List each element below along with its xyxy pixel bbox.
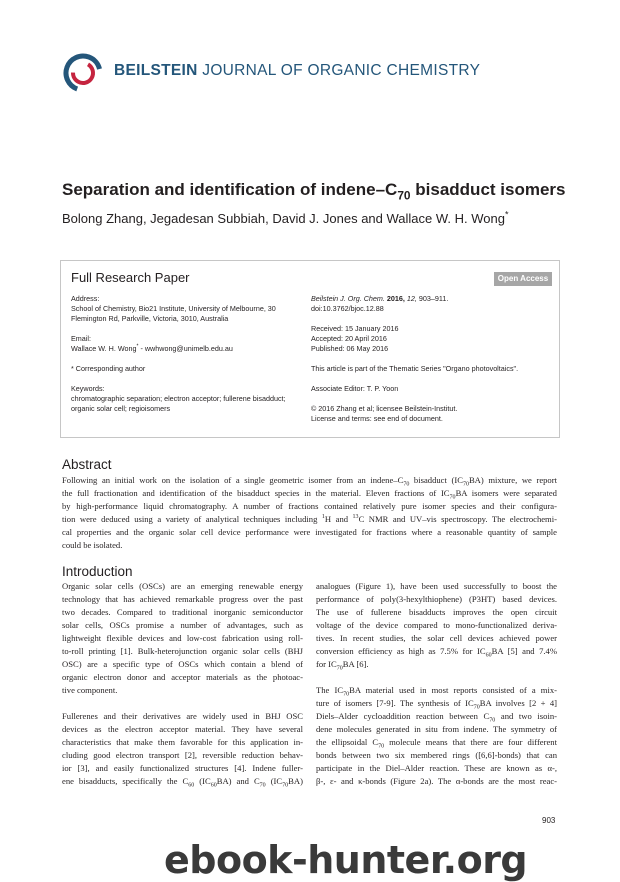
intro-line: voltage of the device compared to mono-functionalized deriva- <box>316 620 557 630</box>
intro-line: analogues (Figure 1), have been used successfully to boost the <box>316 581 557 591</box>
page-number: 903 <box>542 816 556 825</box>
watermark: ebook-hunter.org <box>164 838 528 882</box>
title-subscript: 70 <box>397 188 411 203</box>
article-title <box>62 180 566 203</box>
article-type: Full Research Paper <box>71 270 190 285</box>
info-left-column <box>71 294 286 414</box>
title-text: Separation and identification of indene–C <box>62 180 398 199</box>
intro-line: participate in the Diel–Alder reaction. These are known as α-, <box>316 763 557 773</box>
corresponding-mark: * <box>504 209 509 220</box>
title-text-end: bisadduct isomers <box>410 180 566 199</box>
intro-line: organic electron donor and acceptor materials as the photoac- <box>62 672 303 682</box>
intro-line: The use of fullerene bisadducts improves the open circuit <box>316 607 557 617</box>
accepted-date: Accepted: 20 April 2016 <box>311 334 387 343</box>
citation-year: 2016, <box>386 294 405 303</box>
corresponding-author-note: * Corresponding author <box>71 364 146 373</box>
intro-line: to-roll printing [1]. Bulk-heterojunction organic solar cells (BHJ <box>62 646 303 656</box>
intro-line: two decades. Compared to traditional inorganic semiconductor <box>62 607 303 617</box>
intro-column-1 <box>62 580 303 788</box>
intro-line: dene molecules generated in situ from indene. The symmetry of <box>316 724 557 734</box>
address-line-2: Flemington Rd, Parkville, Victoria, 3010, Australia <box>71 314 229 323</box>
keywords-line-1: chromatographic separation; electron acceptor; fullerene bisadduct; <box>71 394 286 403</box>
intro-line: ene bisadducts, specifically the $C_{60}$ $(IC_{60}BA)$ and $C_{70}$ $(IC_{70}BA)$ <box>62 776 303 789</box>
intro-line: for $IC_{70}BA$ [6]. <box>316 659 369 672</box>
keywords-line-2: organic solar cell; regioisomers <box>71 404 171 413</box>
address-label: Address: <box>71 294 100 303</box>
citation-pages: 903–911. <box>416 294 449 303</box>
doi-link[interactable]: doi:10.3762/bjoc.12.88 <box>311 304 384 313</box>
email-star: * <box>136 343 139 350</box>
intro-line: devices as the electron acceptor material. They have several <box>62 724 303 734</box>
beilstein-logo-icon <box>62 52 104 94</box>
author-list <box>62 211 509 226</box>
intro-line: β-, ε- and κ-bonds (Figure 2a). The α-bonds are the most reac- <box>316 776 557 786</box>
intro-line: Fullerenes and their derivatives are widely used in BHJ OSC <box>62 711 303 721</box>
intro-line: characteristics that make them favorable for this application in- <box>62 737 303 747</box>
abstract-line: by high-performance liquid chromatography. A number of fractions contained relatively pure isomer species and their configura- <box>62 501 557 511</box>
intro-line: solar cells, OSCs promise a number of advantages, such as <box>62 620 303 630</box>
received-date: Received: 15 January 2016 <box>311 324 399 333</box>
abstract-line: the full fractionation and identification of the bisadduct species in the material. Eleven fractions of $IC_{70}BA$ isomers were separated <box>62 488 557 501</box>
journal-name[interactable] <box>114 62 480 80</box>
published-date: Published: 06 May 2016 <box>311 344 389 353</box>
intro-line: bonds between two six membered rings ([6,6]-bonds) that can <box>316 750 557 760</box>
abstract-line: Following an initial work on the isolation of a single geometric isomer from an indene–$C_{70}$ bisadduct $(IC_{70}BA)$ mixture, we report <box>62 475 557 488</box>
intro-line: OSC) are a specific type of OSCs which contain a blend of <box>62 659 303 669</box>
citation <box>311 294 518 304</box>
email-label: Email: <box>71 334 91 343</box>
email-author: Wallace W. H. Wong <box>71 344 137 353</box>
journal-name-rest: JOURNAL OF ORGANIC CHEMISTRY <box>197 62 481 79</box>
authors-text: Bolong Zhang, Jegadesan Subbiah, David J. Jones and Wallace W. H. Wong <box>62 211 505 226</box>
intro-line: Organic solar cells (OSCs) are an emerging renewable energy <box>62 581 303 591</box>
intro-line: technology that has achieved remarkable progress over the past <box>62 594 303 604</box>
intro-line: performance of poly(3-hexylthiophene) (P3HT) based devices. <box>316 594 557 604</box>
abstract-line: tion were deduced using a variety of analytical techniques including $^1$H and $^{13}$C NMR and UV–vis spectroscopy. The electrochemi- <box>62 514 557 524</box>
intro-line: tives. In recent studies, the solar cell devices achieved power <box>316 633 557 643</box>
citation-journal: Beilstein J. Org. Chem. <box>311 294 385 303</box>
journal-name-bold: BEILSTEIN <box>114 62 198 79</box>
email-address: - wwhwong@unimelb.edu.au <box>138 344 233 353</box>
open-access-badge[interactable]: Open Access <box>494 272 552 286</box>
copyright-line: © 2016 Zhang et al; licensee Beilstein-Institut. <box>311 404 458 413</box>
address-line-1: School of Chemistry, Bio21 Institute, University of Melbourne, 30 <box>71 304 276 313</box>
abstract-text <box>62 474 557 552</box>
intro-line: conversion efficiency as high as 7.5% for $IC_{60}BA$ [5] and 7.4% <box>316 646 557 659</box>
introduction-heading: Introduction <box>62 564 133 579</box>
abstract-line: cal properties and the organic solar cell device performance were investigated for fractions where a reasonable quantity of sample <box>62 527 557 537</box>
intro-line: the ellipsoidal $C_{70}$ molecule means that there are four different <box>316 737 557 750</box>
intro-line: Diels–Alder cycloaddition reaction between $C_{70}$ and two isoin- <box>316 711 557 724</box>
intro-column-2 <box>316 580 557 788</box>
associate-editor: Associate Editor: T. P. Yoon <box>311 384 399 393</box>
info-right-column <box>311 294 518 424</box>
intro-line: tive component. <box>62 685 118 695</box>
keywords-label: Keywords: <box>71 384 105 393</box>
intro-line: lightweight flexible devices and low-cost fabrication using roll- <box>62 633 303 643</box>
license-line[interactable]: License and terms: see end of document. <box>311 414 443 423</box>
abstract-heading: Abstract <box>62 457 112 472</box>
intro-line: The $IC_{70}BA$ material used in most reports consisted of a mix- <box>316 685 557 698</box>
intro-line: cluding good electron transport [2], reversible reduction behav- <box>62 750 303 760</box>
intro-line: ior [3], and easily functionalized structures [4]. Indene fuller- <box>62 763 303 773</box>
intro-line: ture of isomers [7-9]. The synthesis of $IC_{70}BA$ involves [2 + 4] <box>316 698 558 711</box>
abstract-line: could be isolated. <box>62 540 123 550</box>
citation-volume: 12, <box>406 294 417 303</box>
thematic-series-note[interactable]: This article is part of the Thematic Series "Organo photovoltaics". <box>311 364 519 373</box>
email-line[interactable] <box>71 344 286 354</box>
